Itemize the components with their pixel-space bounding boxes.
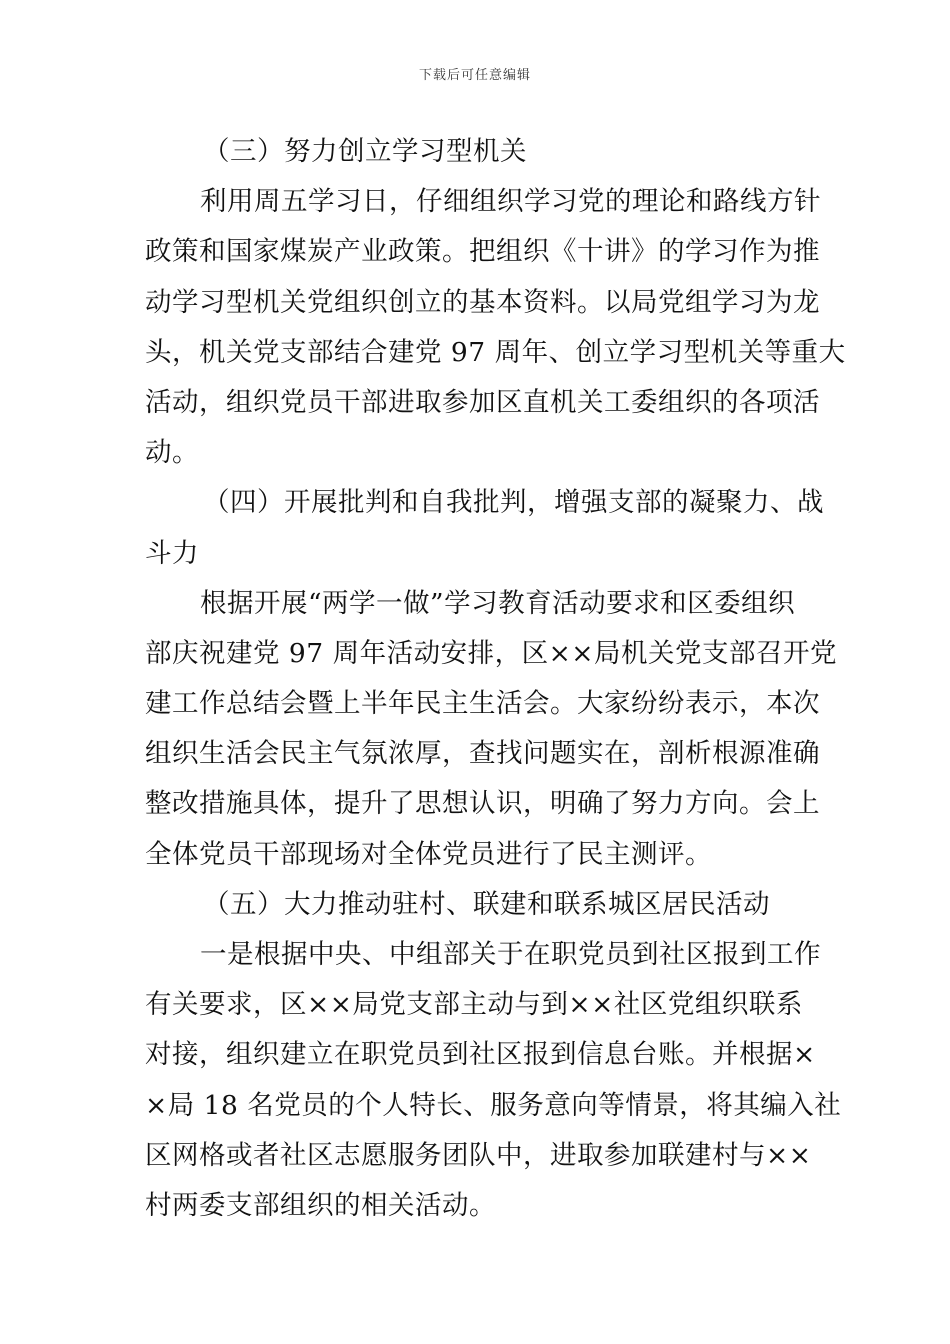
paragraph-line: 整改措施具体，提升了思想认识，明确了努力方向。会上: [145, 788, 820, 820]
paragraph-line: 活动，组织党员干部进取参加区直机关工委组织的各项活: [145, 386, 820, 418]
section-heading: （五）大力推动驻村、联建和联系城区居民活动: [203, 888, 770, 920]
paragraph-line: 动学习型机关党组织创立的基本资料。以局党组学习为龙: [145, 286, 820, 318]
paragraph-line: 利用周五学习日，仔细组织学习党的理论和路线方针: [200, 186, 821, 218]
paragraph-line: 组织生活会民主气氛浓厚，查找问题实在，剖析根源准确: [145, 738, 820, 770]
paragraph-line: 一是根据中央、中组部关于在职党员到社区报到工作: [200, 939, 821, 970]
paragraph-line: 有关要求，区××局党支部主动与到××社区党组织联系: [145, 989, 803, 1021]
section-4: [145, 478, 837, 880]
section-3: [145, 127, 846, 478]
section-heading: （四）开展批判和自我批判，增强支部的凝聚力、战: [203, 487, 824, 519]
paragraph-line: 全体党员干部现场对全体党员进行了民主测评。: [145, 838, 712, 870]
paragraph-line: 头，机关党支部结合建党 97 周年、创立学习型机关等重大: [145, 336, 846, 368]
paragraph-line: 动。: [145, 437, 199, 469]
paragraph-line: 村两委支部组织的相关活动。: [145, 1189, 496, 1221]
section-5: [145, 880, 842, 1231]
paragraph-line: 根据开展“两学一做”学习教育活动要求和区委组织: [200, 587, 796, 619]
section-heading-continued: 斗力: [145, 537, 199, 569]
document-body: [145, 127, 846, 1231]
paragraph-line: 对接，组织建立在职党员到社区报到信息台账。并根据×: [145, 1039, 816, 1071]
page-header: 下载后可任意编辑: [418, 68, 531, 83]
paragraph-line: ×局 18 名党员的个人特长、服务意向等情景，将其编入社: [145, 1089, 842, 1121]
paragraph-line: 政策和国家煤炭产业政策。把组织《十讲》的学习作为推: [145, 236, 820, 268]
paragraph-line: 区网格或者社区志愿服务团队中，进取参加联建村与××: [145, 1139, 812, 1171]
section-heading: （三）努力创立学习型机关: [203, 136, 527, 167]
paragraph-line: 部庆祝建党 97 周年活动安排，区××局机关党支部召开党: [145, 637, 837, 669]
paragraph-line: 建工作总结会暨上半年民主生活会。大家纷纷表示，本次: [145, 688, 820, 720]
